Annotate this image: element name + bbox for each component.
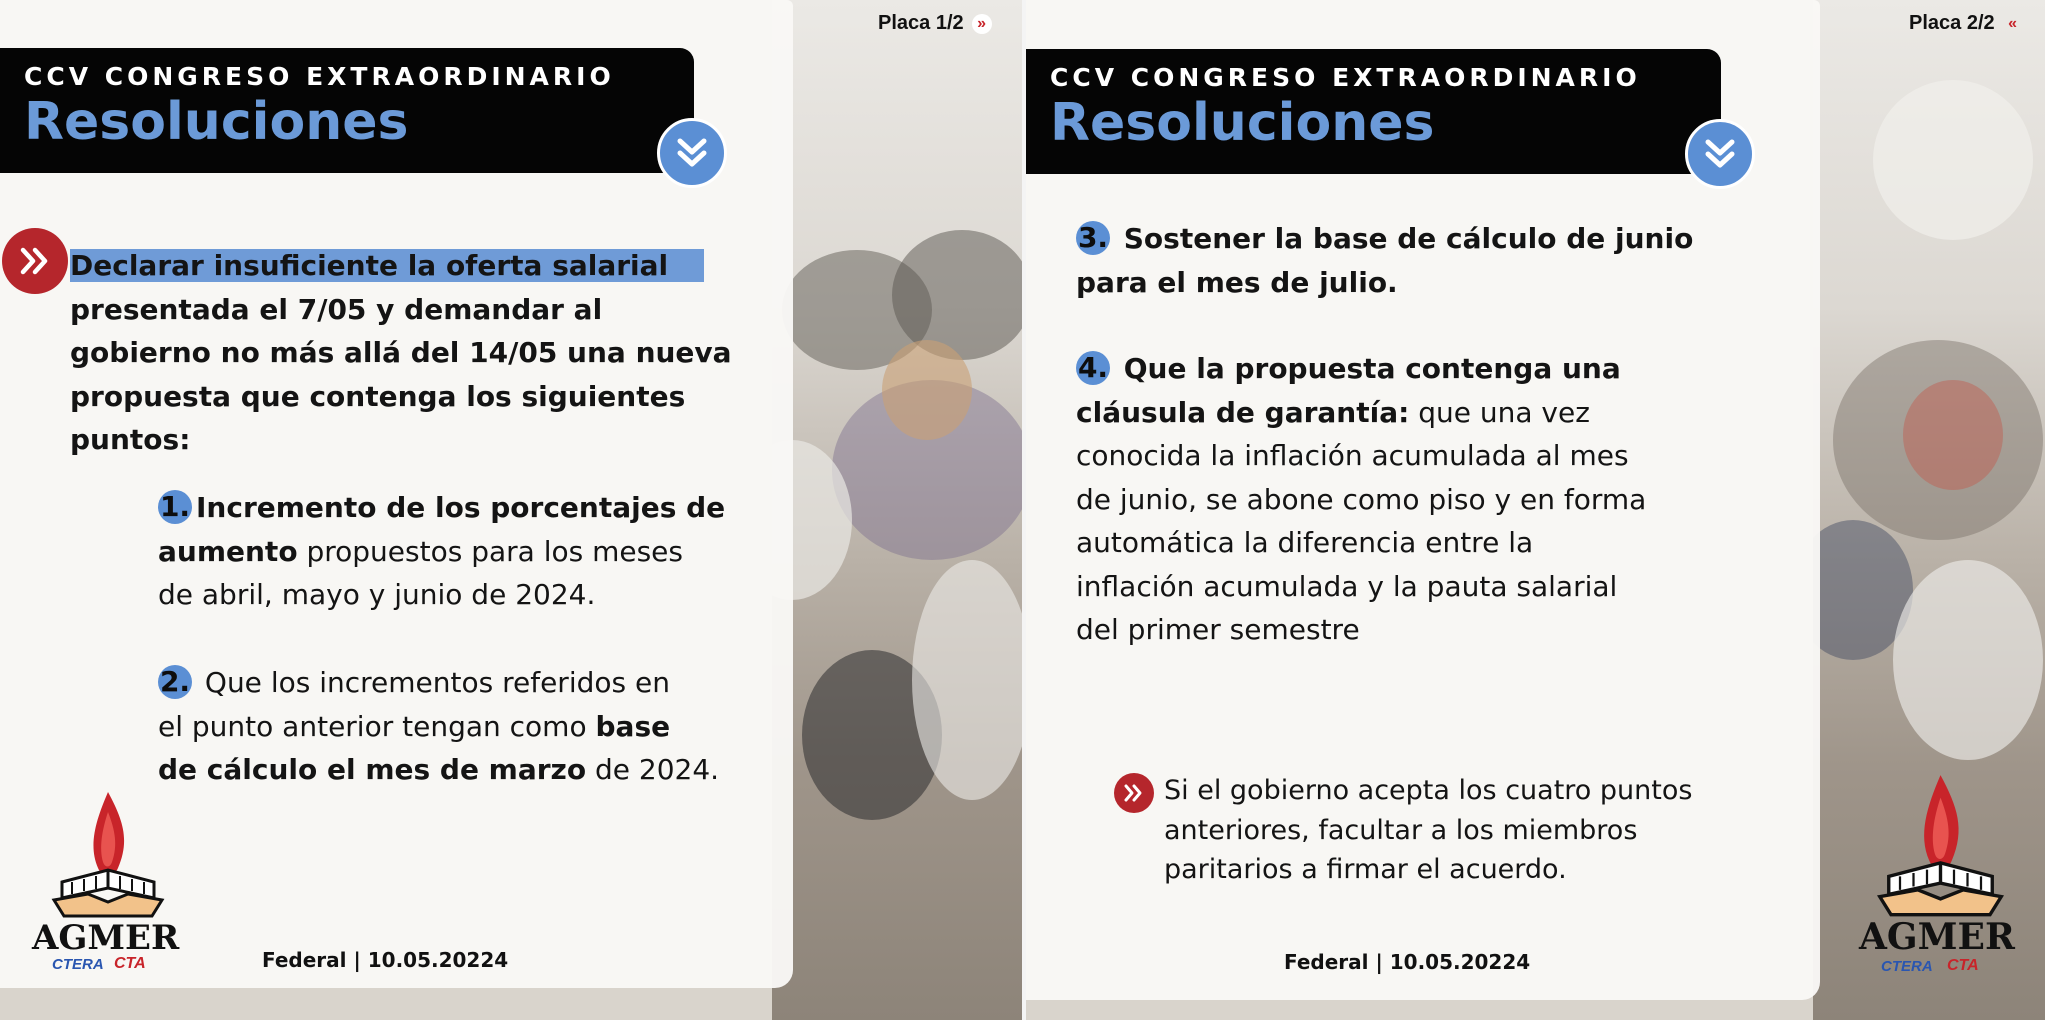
banner-supertitle: CCV CONGRESO EXTRAORDINARIO [1050,63,1641,92]
banner-title: Resoluciones [24,92,409,152]
agmer-logo: AGMER CTERA CTA [28,790,188,975]
double-chevron-right-icon [1114,773,1154,813]
point-number: 3. [1077,221,1109,254]
slide-counter: Placa 1/2 » [878,12,992,35]
intro-line: presentada el 7/05 y demandar al [70,292,603,326]
footer-date: Federal | 10.05.20224 [1284,950,1531,974]
resolution-intro [70,244,732,462]
point-1: 1. Incremento de los porcentajes de aumento propuestos para los meses de abril, mayo y junio de 2024. [158,490,726,611]
banner-title: Resoluciones [1050,93,1435,153]
agmer-logo: AGMER CTERA CTA [1859,772,2029,982]
flame-book-handshake-logo [48,790,168,920]
flame-book-handshake-logo [1873,772,2008,920]
point-number: 2. [159,665,191,698]
intro-line: gobierno no más allá del 14/05 una nueva [70,336,732,369]
footer-date: Federal | 10.05.20224 [262,948,509,972]
intro-line: puntos: [70,423,191,456]
chevron-right-icon[interactable]: » [972,14,992,34]
title-banner [1026,49,1721,174]
title-banner [0,48,694,173]
banner-supertitle: CCV CONGRESO EXTRAORDINARIO [24,62,615,91]
background-photo [772,0,1022,1020]
double-chevron-down-icon[interactable] [1685,119,1755,189]
intro-line: propuesta que contenga los siguientes [70,379,686,413]
slide-1 [0,0,1022,1020]
double-chevron-right-icon [2,228,68,294]
closing-note: Si el gobierno acepta los cuatro puntos anteriores, facultar a los miembros paritarios a firmar el acuerdo. [1164,775,1693,885]
intro-highlight: Declarar insuficiente la oferta salarial [70,249,704,282]
point-2: 2. Que los incrementos referidos en el punto anterior tengan como base de cálculo el mes de marzo de 2024. [158,665,720,786]
point-number: 1. [159,490,191,523]
slide-2 [1026,0,2045,1020]
slide-counter: Placa 2/2 « [1909,12,2023,35]
chevron-left-icon[interactable]: « [2008,14,2018,32]
double-chevron-down-icon[interactable] [657,118,727,188]
point-3: 3. Sostener la base de cálculo de junio para el mes de julio. [1076,221,1694,299]
point-4: 4. Que la propuesta contenga una cláusula de garantía: que una vez conocida la inflación acumulada al mes de junio, se abone como piso y en forma automática la diferencia entre la inflación acumulada y la pauta salarial del primer semestre [1076,351,1647,646]
point-number: 4. [1077,351,1109,384]
